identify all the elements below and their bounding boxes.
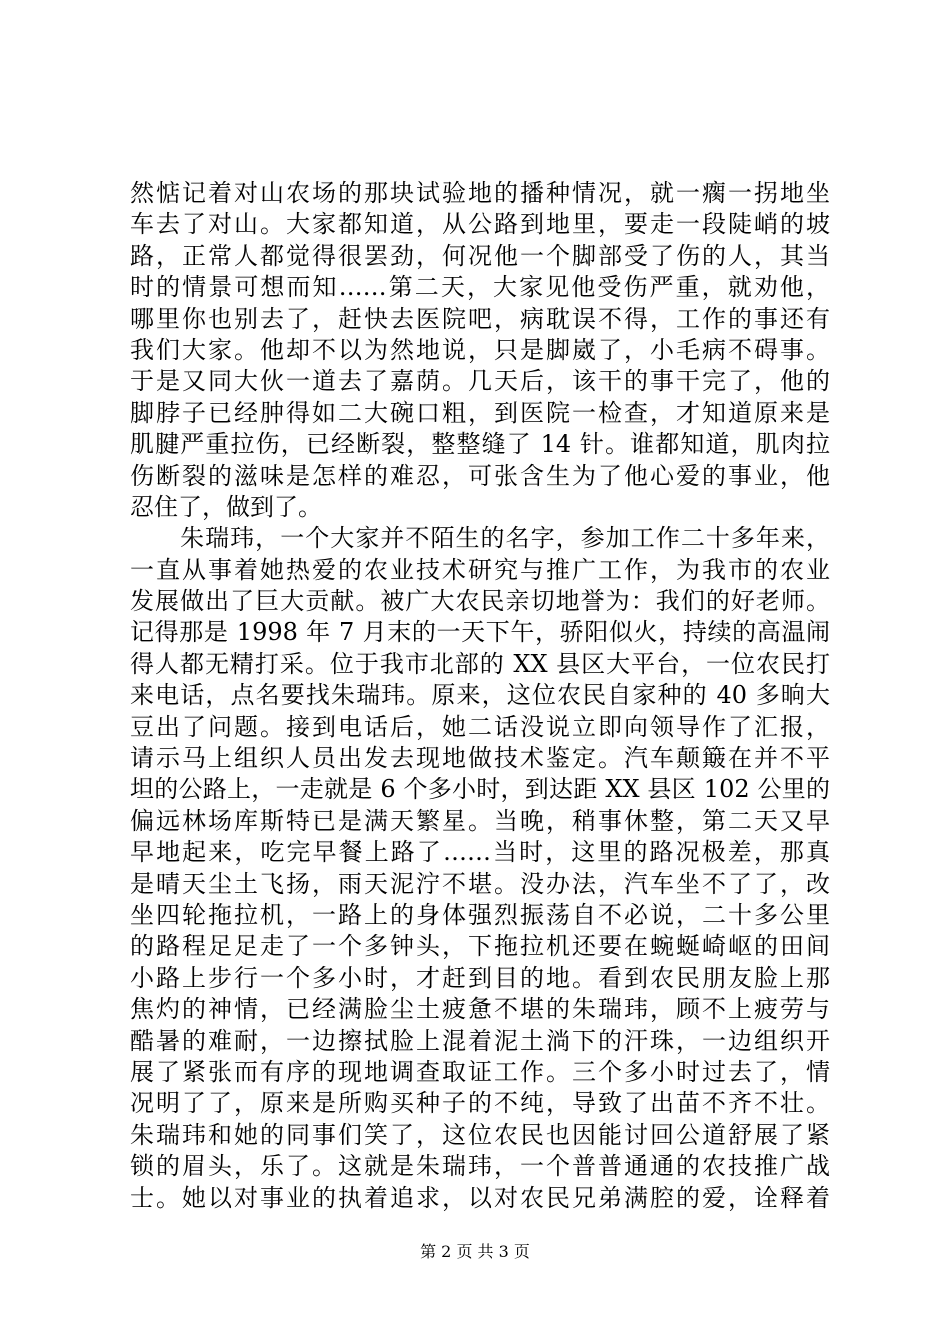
text-line: 焦灼的神情，已经满脸尘土疲惫不堪的朱瑞玮，顾不上疲劳与 <box>130 995 830 1024</box>
text-line: 忍住了，做到了。 <box>130 492 322 521</box>
text-line: 发展做出了巨大贡献。被广大农民亲切地誉为：我们的好老师。 <box>130 587 830 616</box>
text-line: 朱瑞玮和她的同事们笑了，这位农民也因能讨回公道舒展了紧 <box>130 1120 830 1149</box>
text-line: 早地起来，吃完早餐上路了……当时，这里的路况极差，那真 <box>130 838 830 867</box>
text-line: 伤断裂的滋味是怎样的难忍，可张含生为了他心爱的事业，他 <box>130 461 830 490</box>
text-line: 记得那是 1998 年 7 月末的一天下午，骄阳似火，持续的高温闹 <box>130 618 830 647</box>
text-line: 肌腱严重拉伤，已经断裂，整整缝了 14 针。谁都知道，肌肉拉 <box>130 430 830 459</box>
text-line: 坐四轮拖拉机，一路上的身体强烈振荡自不必说，二十多公里 <box>130 900 830 929</box>
text-line: 锁的眉头，乐了。这就是朱瑞玮，一个普普通通的农技推广战 <box>130 1152 830 1181</box>
text-line: 车去了对山。大家都知道，从公路到地里，要走一段陡峭的坡 <box>130 210 830 239</box>
text-line: 展了紧张而有序的现地调查取证工作。三个多小时过去了，情 <box>130 1057 830 1086</box>
text-line: 哪里你也别去了，赶快去医院吧，病耽误不得，工作的事还有 <box>130 304 830 333</box>
text-line: 坦的公路上，一走就是 6 个多小时，到达距 XX 县区 102 公里的 <box>130 775 830 804</box>
text-line: 豆出了问题。接到电话后，她二话没说立即向领导作了汇报， <box>130 712 830 741</box>
text-line: 请示马上组织人员出发去现地做技术鉴定。汽车颠簸在并不平 <box>130 744 830 773</box>
text-line: 路，正常人都觉得很罢劲，何况他一个脚部受了伤的人，其当 <box>130 241 830 270</box>
text-line: 士。她以对事业的执着追求，以对农民兄弟满腔的爱，诠释着 <box>130 1183 830 1212</box>
body-text <box>130 178 830 1214</box>
text-line: 是晴天尘土飞扬，雨天泥泞不堪。没办法，汽车坐不了了，改 <box>130 869 830 898</box>
text-line: 脚脖子已经肿得如二大碗口粗，到医院一检查，才知道原来是 <box>130 398 830 427</box>
text-line: 的路程足足走了一个多钟头，下拖拉机还要在蜿蜒崎岖的田间 <box>130 932 830 961</box>
text-line: 我们大家。他却不以为然地说，只是脚崴了，小毛病不碍事。 <box>130 335 830 364</box>
text-line: 偏远林场库斯特已是满天繁星。当晚，稍事休整，第二天又早 <box>130 806 830 835</box>
text-line: 朱瑞玮，一个大家并不陌生的名字，参加工作二十多年来， <box>130 524 830 553</box>
page-footer: 第 2 页 共 3 页 <box>420 1242 530 1261</box>
text-line: 况明了了，原来是所购买种子的不纯，导致了出苗不齐不壮。 <box>130 1089 830 1118</box>
text-line: 得人都无精打采。位于我市北部的 XX 县区大平台，一位农民打 <box>130 649 830 678</box>
text-line: 时的情景可想而知……第二天，大家见他受伤严重，就劝他， <box>130 273 830 302</box>
text-line: 于是又同大伙一道去了嘉荫。几天后，该干的事干完了，他的 <box>130 367 830 396</box>
text-line: 来电话，点名要找朱瑞玮。原来，这位农民自家种的 40 多晌大 <box>130 681 830 710</box>
text-line: 酷暑的难耐，一边擦拭脸上混着泥土淌下的汗珠，一边组织开 <box>130 1026 830 1055</box>
text-line: 一直从事着她热爱的农业技术研究与推广工作，为我市的农业 <box>130 555 830 584</box>
text-line: 然惦记着对山农场的那块试验地的播种情况，就一瘸一拐地坐 <box>130 179 830 207</box>
text-line: 小路上步行一个多小时，才赶到目的地。看到农民朋友脸上那 <box>130 963 830 992</box>
